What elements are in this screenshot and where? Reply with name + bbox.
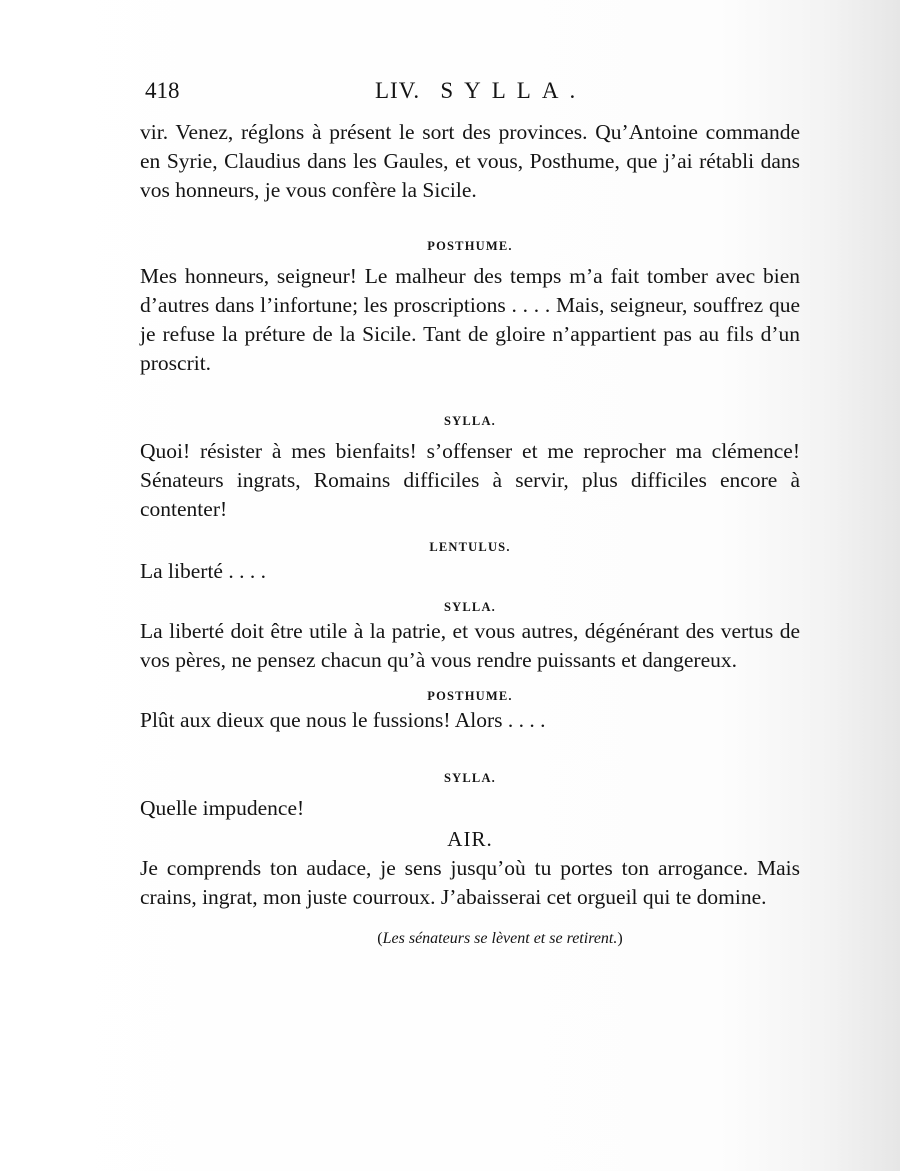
page-body	[140, 118, 800, 948]
page-header	[145, 78, 800, 108]
chapter-number: LIV.	[375, 78, 421, 103]
stage-paren-close: )	[617, 930, 623, 947]
song-lyrics: Je comprends ton audace, je sens jusqu’où tu portes ton arrogance. Mais crains, ingrat, mon juste courroux. J’abaisserai cet orgueil qui te domine.	[140, 856, 800, 909]
running-head	[375, 78, 586, 104]
dialogue-paragraph: Quelle impudence!	[140, 796, 305, 820]
speaker-name: POSTHUME.	[427, 239, 513, 253]
speaker-name: SYLLA.	[443, 600, 496, 614]
dialogue-paragraph: Quoi! résister à mes bienfaits! s’offenser et me reprocher ma clémence! Sénateurs ingrats, Romains difficiles à servir, plus difficiles encore à contenter!	[140, 439, 800, 521]
air-heading: AIR.	[447, 827, 493, 851]
stage-paren-open: (	[377, 930, 383, 947]
stage-direction	[140, 930, 800, 948]
speaker-name: POSTHUME.	[427, 689, 513, 703]
dialogue-paragraph: La liberté . . . .	[140, 559, 266, 583]
speaker-name: LENTULUS.	[429, 540, 511, 554]
stage-direction-text: Les sénateurs se lèvent et se retirent.	[382, 930, 618, 947]
dialogue-paragraph: Mes honneurs, seigneur! Le malheur des temps m’a fait tomber avec bien d’autres dans l’infortune; les proscriptions . . . . Mais, seigneur, souffrez que je refuse la préture de la Sicile. Tant de gloire n’appartient pas au fils d’un proscrit.	[140, 264, 800, 375]
dialogue-paragraph: vir. Venez, réglons à présent le sort des provinces. Qu’Antoine commande en Syrie, Claudius dans les Gaules, et vous, Posthume, que j’ai rétabli dans vos honneurs, je vous confère la Sicile.	[140, 120, 800, 202]
speaker-name: SYLLA.	[443, 771, 496, 785]
page-number: 418	[145, 78, 180, 103]
dialogue-paragraph: La liberté doit être utile à la patrie, et vous autres, dégénérant des vertus de vos pères, ne pensez chacun qu’à vous rendre puissants et dangereux.	[140, 619, 800, 672]
chapter-title: SYLLA.	[440, 78, 587, 103]
speaker-name: SYLLA.	[443, 414, 496, 428]
dialogue-paragraph: Plût aux dieux que nous le fussions! Alors . . . .	[140, 708, 546, 732]
